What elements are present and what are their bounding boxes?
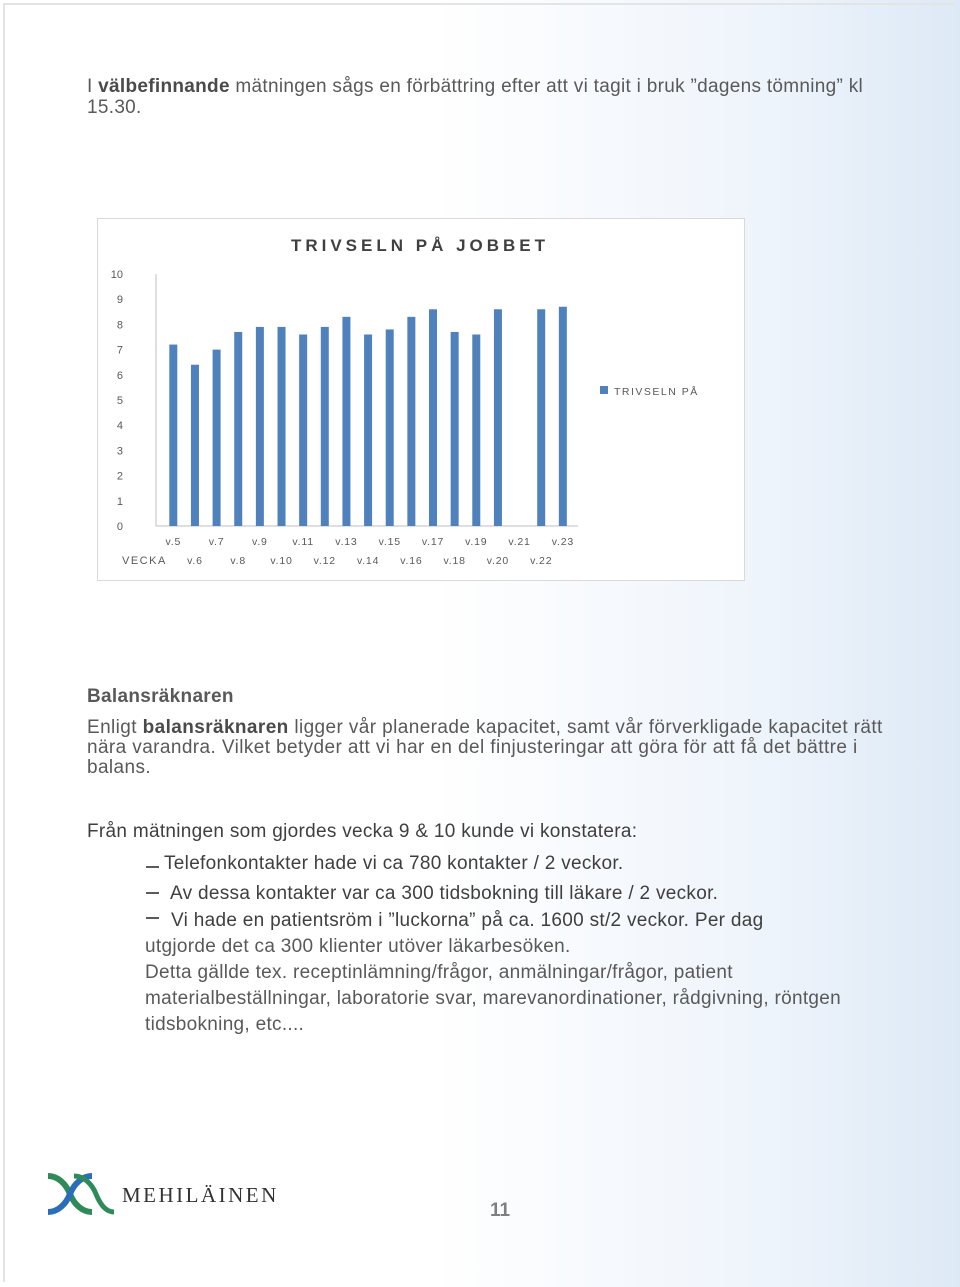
bar	[472, 334, 480, 526]
x-tick-label: v.14	[356, 555, 380, 567]
intro-bold: välbefinnande	[98, 76, 230, 97]
dash-bullet	[146, 892, 159, 894]
y-tick-label: 6	[116, 369, 123, 382]
bar	[407, 317, 415, 526]
x-tick-label: v.7	[208, 536, 225, 548]
section-prefix: Enligt	[87, 717, 143, 738]
x-tick-label: v.12	[313, 555, 336, 567]
intro-rest: mätningen sågs en förbättring efter att vi tagit i bruk ”dagens tömning” kl 15.30.	[87, 76, 864, 118]
bar	[451, 332, 459, 526]
list-continuation: utgjorde det ca 300 klienter utöver läkarbesöken.	[145, 936, 571, 957]
list-item: Vi hade en patientsröm i ”luckorna” på ca. 1600 st/2 veckor. Per dag	[171, 910, 764, 931]
legend-swatch	[600, 386, 608, 394]
bar	[494, 309, 502, 526]
x-tick-label: v.21	[508, 536, 531, 548]
bar	[191, 365, 199, 526]
section-rest: ligger vår planerade kapacitet, samt vår förverkligade kapacitet rätt nära varandra. Vilket betyder att vi har en del finjusteringar att göra för att få det bättre i balans.	[87, 717, 883, 778]
y-tick-label: 4	[116, 420, 123, 433]
section-bold: balansräknaren	[142, 717, 289, 738]
bar	[342, 317, 350, 526]
y-tick-label: 2	[116, 470, 123, 483]
page-number: 11	[490, 1200, 511, 1221]
legend-label: TRIVSELN PÅ	[614, 386, 699, 398]
x-tick-label: v.17	[421, 536, 445, 548]
bar-chart	[98, 219, 746, 582]
bar	[537, 309, 545, 526]
x-tick-label: v.10	[270, 555, 293, 567]
dash-bullet	[146, 866, 159, 868]
list-continuation: Detta gällde tex. receptinlämning/frågor, anmälningar/frågor, patient materialbeställningar, laboratorie svar, marevanordinationer, rådgivning, röntgen tidsbokning, etc....	[145, 962, 842, 1035]
intro-prefix: I	[87, 76, 99, 97]
logo-mark-icon	[44, 1168, 294, 1220]
list-item: Av dessa kontakter var ca 300 tidsbokning till läkare / 2 veckor.	[170, 883, 719, 904]
y-tick-label: 10	[110, 269, 123, 281]
chart-title: TRIVSELN PÅ JOBBET	[290, 236, 550, 255]
bar	[256, 327, 264, 526]
section-paragraph	[87, 718, 887, 778]
y-tick-label: 7	[116, 344, 123, 357]
measurements-intro: Från mätningen som gjordes vecka 9 & 10 kunde vi konstatera:	[87, 821, 638, 842]
y-tick-label: 9	[116, 294, 123, 307]
logo-text: MEHILÄINEN	[122, 1183, 279, 1207]
bar	[364, 334, 372, 526]
bar	[299, 334, 307, 526]
section-heading: Balansräknaren	[87, 686, 234, 707]
bar	[386, 329, 394, 526]
dash-bullet	[146, 917, 159, 919]
x-tick-label: v.15	[378, 536, 401, 548]
x-tick-label: v.23	[551, 536, 574, 548]
y-tick-label: 3	[116, 445, 123, 458]
x-tick-label: v.20	[486, 555, 510, 567]
list-item: Telefonkontakter hade vi ca 780 kontakter / 2 veckor.	[164, 853, 624, 874]
y-tick-label: 1	[116, 495, 123, 508]
x-tick-label: v.5	[165, 536, 182, 548]
x-tick-label: v.16	[400, 555, 423, 567]
y-tick-label: 0	[116, 521, 123, 533]
bar	[169, 345, 177, 526]
chart-container	[97, 218, 745, 581]
bar	[234, 332, 242, 526]
x-tick-label: v.11	[292, 536, 314, 548]
x-tick-label: v.6	[187, 555, 203, 567]
x-tick-label: v.18	[443, 555, 466, 567]
y-tick-label: 5	[116, 395, 123, 407]
bar	[429, 309, 437, 526]
y-tick-label: 8	[116, 319, 123, 332]
x-axis-label: VECKA	[122, 555, 167, 567]
bar	[321, 327, 329, 526]
bar	[278, 327, 286, 526]
x-tick-label: v.8	[230, 555, 247, 567]
x-tick-label: v.22	[530, 555, 553, 567]
bar	[213, 350, 221, 526]
x-tick-label: v.9	[252, 536, 268, 548]
mehilainen-logo	[44, 1168, 294, 1220]
page-border	[3, 3, 955, 1282]
intro-paragraph	[87, 76, 877, 118]
x-tick-label: v.19	[465, 536, 488, 548]
bar	[559, 307, 567, 526]
x-tick-label: v.13	[335, 536, 358, 548]
